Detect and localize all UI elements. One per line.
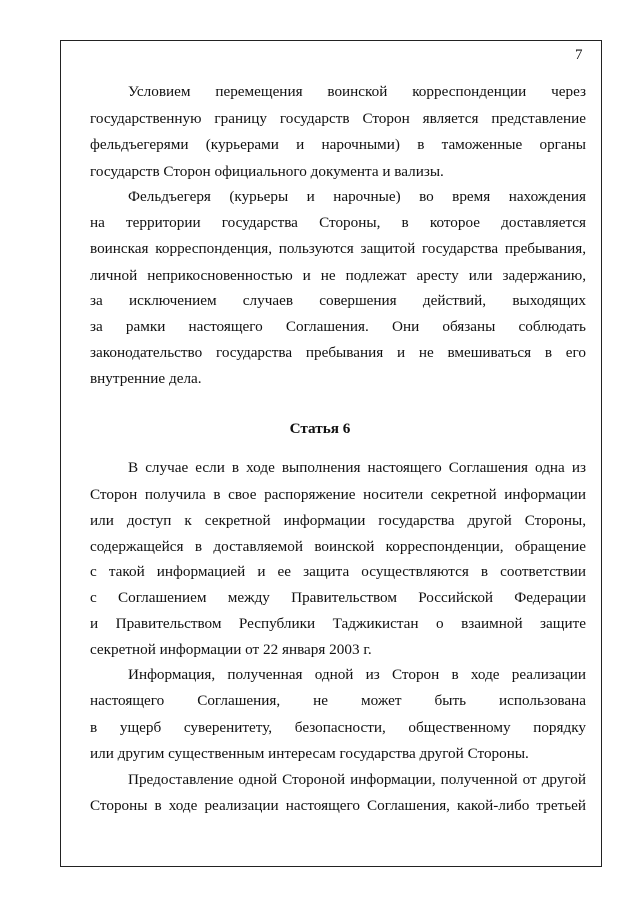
text-line: Информация, полученная одной из Сторон в ходе реализации [128,666,586,683]
text-line: законодательство государства пребывания и не вмешиваться в его [90,344,586,361]
text-line: секретной информации от 22 января 2003 г. [90,641,372,658]
text-line: Стороны в ходе реализации настоящего Соглашения, какой-либо третьей [90,797,586,814]
text-line: государств Сторон официального документа и вализы. [90,163,444,180]
text-line: Условием перемещения воинской корреспонденции через [128,83,586,100]
text-line: или другим существенным интересам государства другой Стороны. [90,745,529,762]
text-line: В случае если в ходе выполнения настоящего Соглашения одна из [128,459,586,476]
text-line: с такой информацией и ее защита осуществляются в соответствии [90,563,586,580]
text-line: внутренние дела. [90,370,202,387]
text-line: фельдъегерями (курьерами и нарочными) в таможенные органы [90,136,586,153]
text-line: или доступ к секретной информации государства другой Стороны, [90,512,586,529]
text-line: за исключением случаев совершения действий, выходящих [90,292,586,309]
text-line: на территории государства Стороны, в которое доставляется [90,214,586,231]
text-line: Сторон получила в свое распоряжение носители секретной информации [90,486,586,503]
text-line: содержащейся в доставляемой воинской корреспонденции, обращение [90,538,586,555]
text-line: Фельдъегеря (курьеры и нарочные) во время нахождения [128,188,586,205]
page-number: 7 [575,47,583,63]
text-line: Предоставление одной Стороной информации, полученной от другой [128,771,586,788]
text-line: личной неприкосновенностью и не подлежат аресту или задержанию, [90,267,586,284]
text-line: в ущерб суверенитету, безопасности, общественному порядку [90,719,586,736]
text-line: с Соглашением между Правительством Российской Федерации [90,589,586,606]
text-line: воинская корреспонденция, пользуются защитой государства пребывания, [90,240,586,257]
text-line: государственную границу государств Сторон является представление [90,110,586,127]
text-line: за рамки настоящего Соглашения. Они обязаны соблюдать [90,318,586,335]
article-heading: Статья 6 [289,420,351,437]
text-line: настоящего Соглашения, не может быть использована [90,692,586,709]
text-line: и Правительством Республики Таджикистан о взаимной защите [90,615,586,632]
